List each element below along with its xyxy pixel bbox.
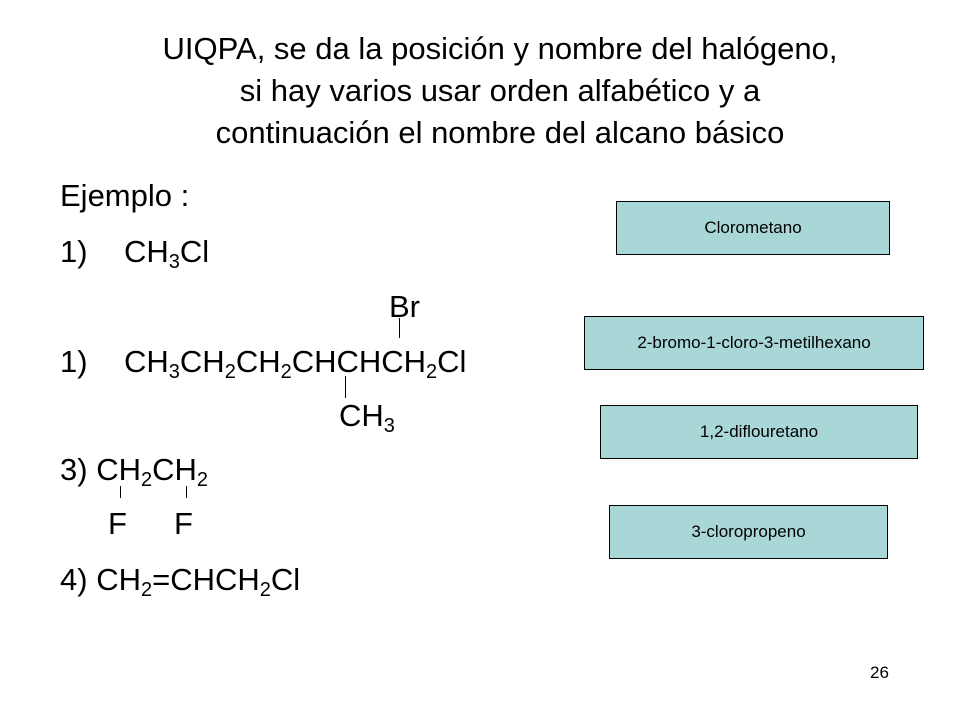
formula-item-2 [60,344,467,383]
formula-subscript: 2 [196,469,209,491]
formula-item-1 [60,234,210,273]
formula-part: CHCHCH [291,344,427,379]
formula-part: CH [152,452,197,487]
formula-subscript: 2 [140,579,153,601]
substituent-f-2: F [174,506,193,541]
formula-subscript: 2 [140,469,153,491]
formula-part: CH [179,344,225,379]
formula-subscript: 3 [383,415,395,437]
answer-box-cloropropeno[interactable]: 3-cloropropeno [609,505,888,559]
formula-item-3 [60,452,209,491]
formula-part: CH [96,562,141,597]
formula-subscript: 2 [280,361,292,383]
title-line-3: continuación el nombre del alcano básico [215,115,785,150]
substituent-f-1: F [108,506,127,541]
formula-part: Cl [179,234,210,269]
answer-box-clorometano[interactable]: Clorometano [616,201,890,255]
branch-top-label: Br [389,289,420,324]
item-number: 1) [60,234,88,269]
formula-subscript: 3 [168,251,180,273]
bond-line-f2 [186,486,187,498]
bond-line-f1 [120,486,121,498]
answer-box-diflouretano[interactable]: 1,2-diflouretano [600,405,918,459]
title-line-1: UIQPA, se da la posición y nombre del halógeno, [162,31,838,66]
example-label: Ejemplo : [60,178,190,213]
item-number: 4) [60,562,88,597]
title-line-2: si hay varios usar orden alfabético y a [239,73,761,108]
formula-part: Cl [437,344,467,379]
formula-subscript: 3 [168,361,180,383]
formula-part: CH [124,234,169,269]
formula-part: CH [339,398,384,433]
formula-subscript: 2 [426,361,438,383]
formula-part: Cl [270,562,301,597]
formula-item-4 [60,562,301,601]
item-number: 3) [60,452,88,487]
formula-part: CH [124,344,169,379]
formula-part: CH [235,344,281,379]
slide-title [60,28,940,154]
item-number: 1) [60,344,88,379]
formula-part: =CHCH [152,562,260,597]
bond-line-br [399,318,400,338]
formula-subscript: 2 [224,361,236,383]
answer-box-bromo-cloro-metilhexano[interactable]: 2-bromo-1-cloro-3-metilhexano [584,316,924,370]
bond-line-ch3 [345,376,346,398]
page-number: 26 [870,663,889,682]
branch-bottom-label [339,398,395,437]
formula-subscript: 2 [259,579,271,601]
formula-part: CH [96,452,141,487]
